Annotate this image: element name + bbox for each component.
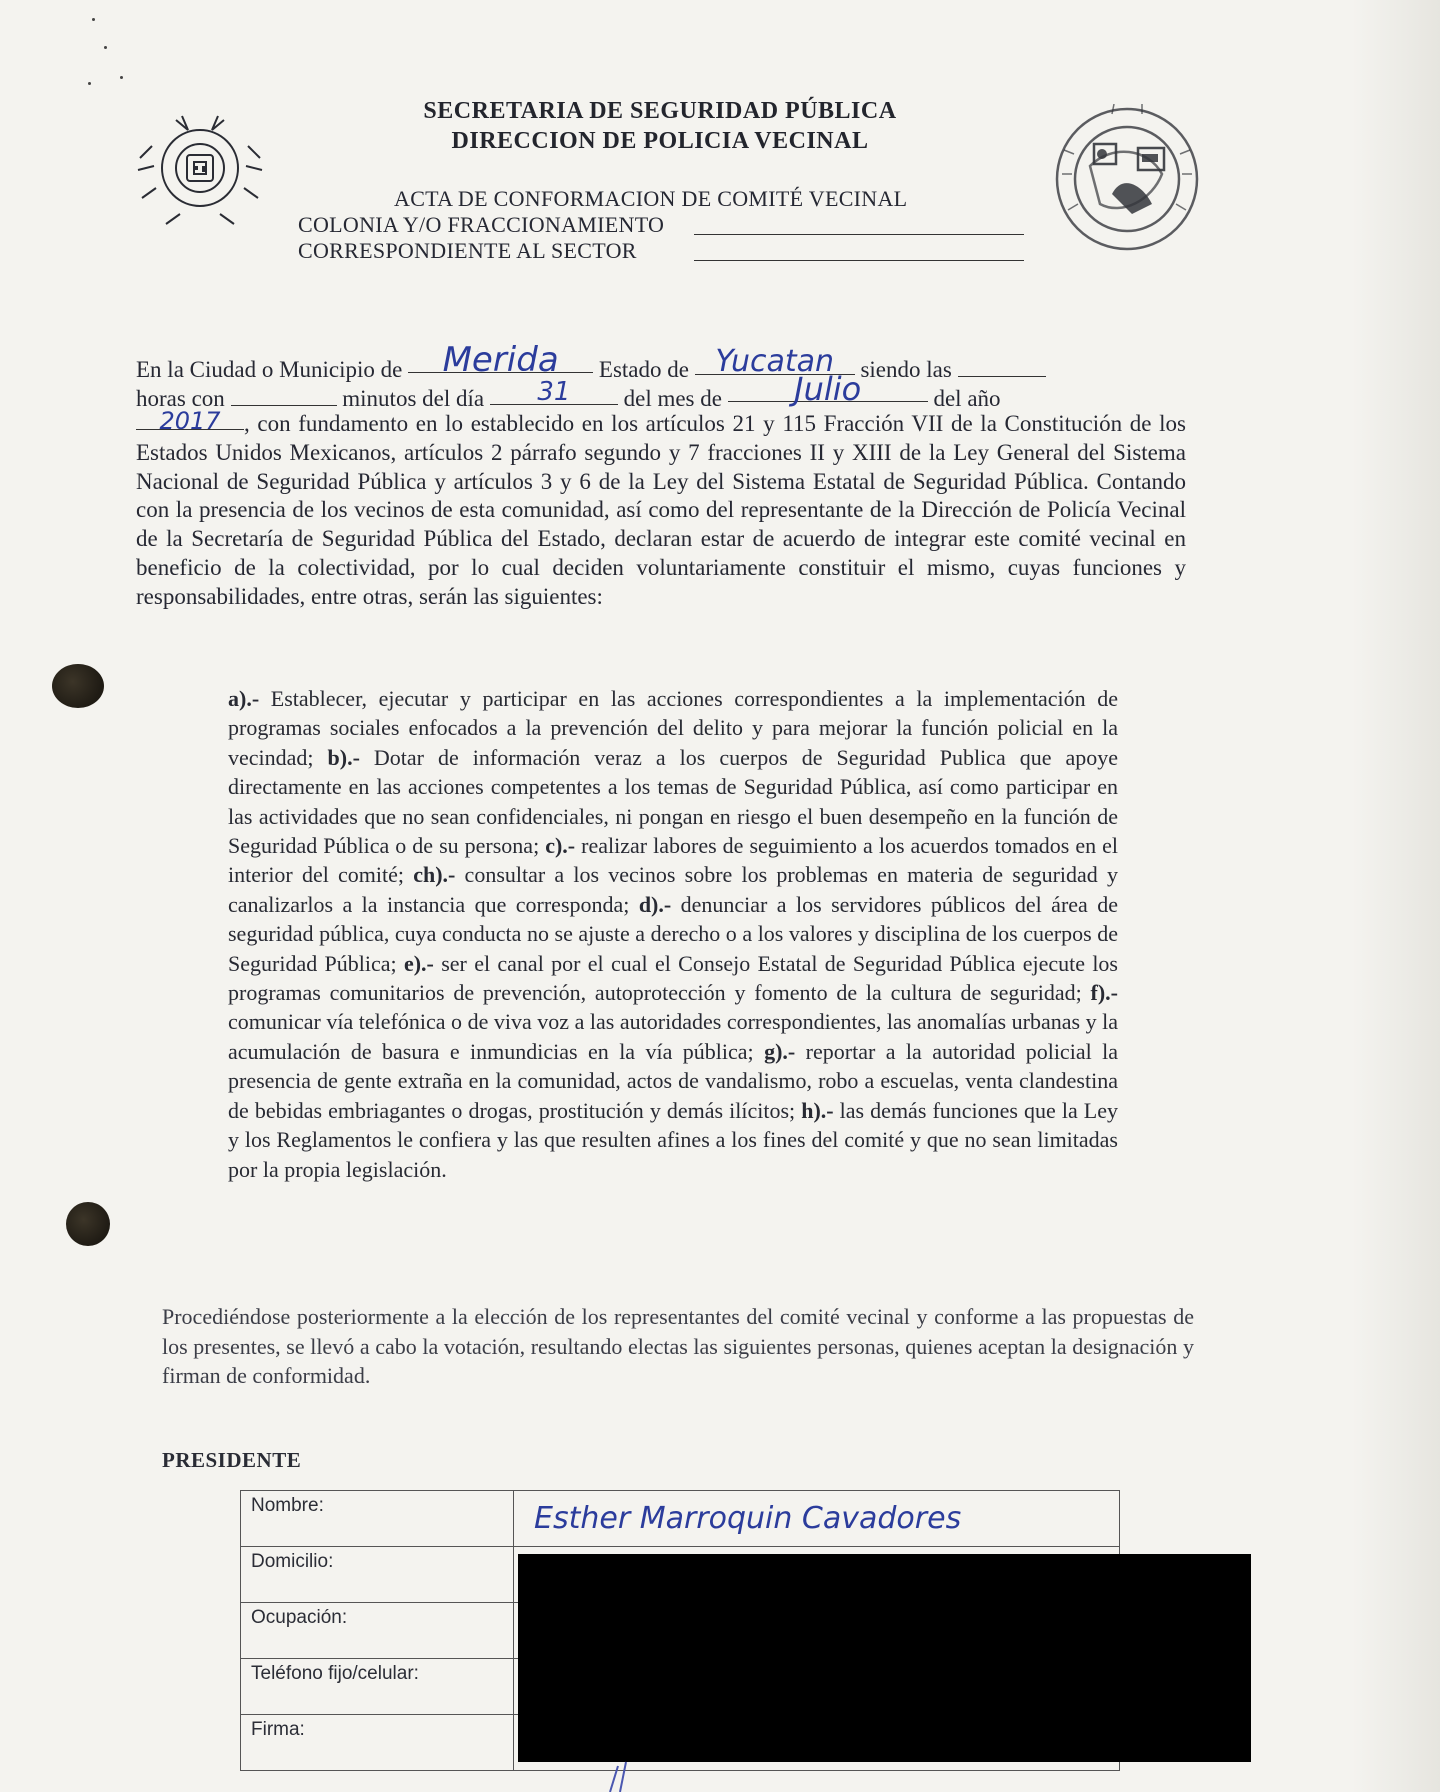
intro-text: horas con [136, 385, 225, 411]
function-text: comunicar vía telefónica o de viva voz a las autoridades correspondientes, las anomalías urbanas y la acumulación de basura e inmundicias en la vía pública; [228, 1009, 1118, 1064]
function-text: Dotar de información veraz a los cuerpos de Seguridad Publica que apoye directamente en las acciones competentes a los temas de Seguridad Pública, así como participar en las actividades que no sean confidenciales, ni pongan en riesgo el buen desempeño en la función de Seguridad Pública o de su persona; [228, 744, 1118, 859]
president-section-title: PRESIDENTE [162, 1448, 302, 1472]
intro-row-1 [136, 340, 1186, 382]
function-letter: h).- [801, 1097, 834, 1123]
city-blank [408, 340, 593, 380]
form-label: Domicilio: [241, 1547, 514, 1603]
intro-body [136, 409, 1186, 611]
function-text: ser el canal por el cual el Consejo Estatal de Seguridad Pública ejecute los programas comunitarios de prevención, autoprotección y fomento de la cultura de seguridad; [228, 950, 1118, 1006]
redaction-block [518, 1554, 1251, 1762]
dust-speck [88, 82, 91, 85]
header-line-1: SECRETARIA DE SEGURIDAD PÚBLICA [423, 98, 897, 124]
handwritten-state: Yucatan [715, 344, 835, 379]
function-text: consultar a los vecinos sobre los problemas en materia de seguridad y canalizarlos a la instancia que corresponda; [228, 862, 1118, 917]
colonia-blank [694, 234, 1024, 235]
closing-paragraph: Procediéndose posteriormente a la elección de los representantes del comité vecinal y conforme a las propuestas de los presentes, se llevó a cabo la votación, resultando electas las siguientes personas, quienes aceptan la designación y firman de conformidad. [162, 1304, 1194, 1389]
handwritten-city: Merida [442, 340, 559, 380]
intro-body-text: , con fundamento en lo establecido en los artículos 21 y 115 Fracción VII de la Constitución de los Estados Unidos Mexicanos, artículos 2 párrafo segundo y 7 fracciones II y XIII de la Ley General del Sistema Nacional de Seguridad Pública y artículos 3 y 6 de la Ley del Sistema Estatal de Seguridad Pública. Contando con la presencia de los vecinos de esta comunidad, así como del representante de la Dirección de Policía Vecinal de la Secretaría de Seguridad Pública del Estado, declaran estar de acuerdo de integrar este comité vecinal en beneficio de la colectividad, por lo cual deciden voluntariamente constituir el mismo, cuyas funciones y responsabilidades, entre otras, serán las siguientes: [136, 411, 1186, 609]
handwritten-president-name: Esther Marroquin Cavadores [534, 1501, 962, 1536]
header-line-2: DIRECCION DE POLICIA VECINAL [451, 128, 869, 154]
form-label: Ocupación: [241, 1603, 514, 1659]
pen-stroke-mark [600, 1752, 640, 1792]
handwritten-month: Julio [794, 369, 862, 408]
function-text: Establecer, ejecutar y participar en las acciones correspondientes a la implementación de programas sociales enfocados a la prevención del delito y para mejorar la función policial en la vecindad; [228, 686, 1118, 770]
sector-blank [694, 260, 1024, 261]
punch-hole [66, 1202, 110, 1246]
function-text: las demás funciones que la Ley y los Reglamentos le confiera y las que resulten afines a los fines del comité y que no sean limitadas por la propia legislación. [228, 1097, 1118, 1182]
function-text: reportar a la autoridad policial la presencia de gente extraña en la comunidad, actos de vandalismo, robo a escuelas, venta clandestina de bebidas embriagantes o drogas, prostitución y demás ilícitos; [228, 1038, 1118, 1123]
form-label: Firma: [241, 1715, 514, 1771]
intro-text: Estado de [598, 357, 689, 382]
minutes-blank [231, 385, 337, 406]
function-letter: ch).- [413, 862, 456, 888]
year-blank [136, 407, 244, 436]
document-header [380, 96, 940, 156]
sector-field [298, 238, 637, 264]
colonia-label: COLONIA Y/O FRACCIONAMIENTO [298, 212, 665, 237]
day-blank [490, 376, 618, 407]
dust-speck [104, 46, 107, 49]
hour-blank [958, 356, 1046, 377]
function-text: denunciar a los servidores públicos del área de seguridad pública, cuya conducta no se ajuste a derecho o a los valores y disciplina de los cuerpos de Seguridad Pública; [228, 891, 1118, 976]
functions-list [228, 684, 1118, 1184]
month-blank [728, 369, 928, 408]
intro-paragraph [136, 340, 1186, 611]
form-row-nombre [241, 1491, 1120, 1547]
left-seal-emblem [136, 106, 264, 241]
function-letter: f).- [1090, 980, 1118, 1006]
handwritten-day: 31 [537, 376, 571, 407]
punch-hole [52, 664, 104, 708]
form-value [514, 1491, 1120, 1547]
function-letter: g).- [764, 1038, 796, 1064]
intro-text: siendo las [860, 357, 952, 382]
right-seal-stamp [1052, 104, 1202, 259]
function-letter: a).- [228, 686, 260, 711]
sector-label: CORRESPONDIENTE AL SECTOR [298, 238, 637, 263]
function-letter: d).- [638, 891, 672, 917]
function-letter: b).- [327, 744, 360, 770]
intro-text: En la Ciudad o Municipio de [136, 357, 403, 382]
dust-speck [92, 18, 95, 21]
handwritten-year: 2017 [159, 407, 221, 436]
form-label: Nombre: [241, 1491, 514, 1547]
form-label: Teléfono fijo/celular: [241, 1659, 514, 1715]
function-text: realizar labores de seguimiento a los acuerdos tomados en el interior del comité; [228, 833, 1118, 888]
function-letter: e).- [403, 950, 434, 976]
dust-speck [120, 76, 123, 79]
colonia-field [298, 212, 664, 238]
function-letter: c).- [545, 833, 576, 859]
intro-text: del año [933, 385, 1001, 411]
intro-text: minutos del día [342, 385, 485, 411]
intro-text: del mes de [623, 385, 722, 411]
acta-title: ACTA DE CONFORMACION DE COMITÉ VECINAL [394, 186, 908, 211]
paper-edge-shadow [1352, 0, 1440, 1792]
